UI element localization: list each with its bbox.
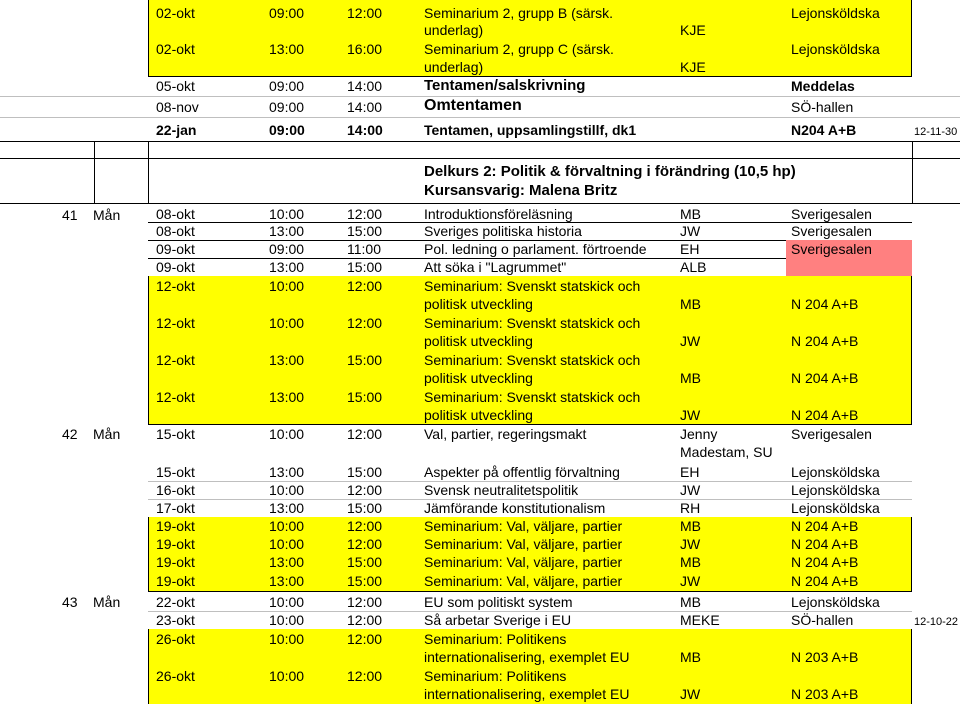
- start-cell: 10:00: [269, 278, 305, 294]
- teacher-cell: MEKE: [680, 612, 720, 628]
- date-cell: 23-okt: [156, 612, 195, 628]
- start-cell: 13:00: [269, 500, 305, 516]
- table-row[interactable]: [0, 481, 960, 499]
- date-cell: 08-okt: [156, 206, 195, 222]
- date-cell: 08-nov: [156, 99, 199, 115]
- start-cell: 09:00: [269, 78, 305, 94]
- teacher-cell: MB: [680, 518, 701, 534]
- table-row[interactable]: [0, 350, 960, 387]
- room-cell: Lejonsköldska: [791, 464, 880, 480]
- end-cell: 15:00: [347, 389, 383, 405]
- end-cell: 12:00: [347, 594, 383, 610]
- room-cell: Sverigesalen: [791, 426, 872, 442]
- teacher-cell: MB: [680, 370, 701, 386]
- teacher-cell: MB: [680, 554, 701, 570]
- start-cell: 10:00: [269, 426, 305, 442]
- table-row[interactable]: [0, 517, 960, 535]
- end-cell: 15:00: [347, 500, 383, 516]
- course-cell: Introduktionsföreläsning: [424, 206, 573, 222]
- teacher-cell: JW: [680, 407, 701, 423]
- room-cell: Lejonsköldska: [791, 482, 880, 498]
- end-cell: 15:00: [347, 223, 383, 239]
- date-cell: 26-okt: [156, 668, 195, 684]
- teacher-cell: KJE: [680, 22, 706, 38]
- course-cell: Pol. ledning o parlament. förtroende: [424, 241, 647, 257]
- course-cell-line2: underlag): [424, 59, 484, 75]
- start-cell: 09:00: [269, 5, 305, 21]
- end-cell: 15:00: [347, 352, 383, 368]
- course-cell: Seminarium: Svenskt statskick och: [424, 389, 641, 405]
- end-cell: 12:00: [347, 315, 383, 331]
- room-cell: SÖ-hallen: [791, 612, 854, 628]
- course-cell: Seminarium: Svenskt statskick och: [424, 352, 641, 368]
- start-cell: 09:00: [269, 99, 305, 115]
- date-cell: 02-okt: [156, 5, 195, 21]
- course-cell: Seminarium: Svenskt statskick och: [424, 278, 641, 294]
- date-cell: 19-okt: [156, 573, 195, 589]
- teacher-cell: EH: [680, 241, 700, 257]
- teacher-cell: EH: [680, 464, 700, 480]
- course-cell-line2: internationalisering, exemplet EU: [424, 686, 630, 702]
- room-cell: Lejonsköldska: [791, 500, 880, 516]
- date-cell: 22-okt: [156, 594, 195, 610]
- course-cell: Svensk neutralitetspolitik: [424, 482, 579, 498]
- week-day: Mån: [93, 594, 121, 610]
- week-number: 41: [62, 207, 78, 223]
- teacher-cell: JW: [680, 333, 701, 349]
- end-cell: 12:00: [347, 426, 383, 442]
- table-row[interactable]: [0, 276, 960, 313]
- date-cell: 26-okt: [156, 631, 195, 647]
- start-cell: 13:00: [269, 389, 305, 405]
- room-cell: N 204 A+B: [791, 333, 859, 349]
- teacher-cell: KJE: [680, 59, 706, 75]
- date-cell: 12-okt: [156, 315, 195, 331]
- room-cell: Sverigesalen: [791, 223, 872, 239]
- room-cell: N 204 A+B: [791, 518, 859, 534]
- week-day: Mån: [93, 207, 121, 223]
- course-cell: Seminarium: Val, väljare, partier: [424, 554, 623, 570]
- start-cell: 13:00: [269, 554, 305, 570]
- section-responsible: Kursansvarig: Malena Britz: [424, 182, 618, 199]
- start-cell: 10:00: [269, 631, 305, 647]
- teacher-cell: JW: [680, 573, 701, 589]
- end-cell: 12:00: [347, 206, 383, 222]
- teacher-cell: Jenny: [680, 426, 718, 442]
- date-cell: 12-okt: [156, 389, 195, 405]
- teacher-cell: ALB: [680, 259, 707, 275]
- date-cell: 19-okt: [156, 554, 195, 570]
- room-cell: Lejonsköldska: [791, 5, 880, 21]
- course-cell-line2: politisk utveckling: [424, 407, 533, 423]
- course-cell-line2: politisk utveckling: [424, 370, 533, 386]
- end-cell: 12:00: [347, 5, 383, 21]
- date-cell: 08-okt: [156, 223, 195, 239]
- course-cell: Val, partier, regeringsmakt: [424, 426, 587, 442]
- extra-cell: 12-10-22: [914, 616, 959, 628]
- date-cell: 19-okt: [156, 518, 195, 534]
- end-cell: 12:00: [347, 482, 383, 498]
- week-number: 43: [62, 594, 78, 610]
- course-cell: Aspekter på offentlig förvaltning: [424, 464, 620, 480]
- date-cell: 09-okt: [156, 241, 195, 257]
- start-cell: 10:00: [269, 668, 305, 684]
- course-cell: Seminarium: Politikens: [424, 631, 567, 647]
- date-cell: 02-okt: [156, 41, 195, 57]
- week-number: 42: [62, 426, 78, 442]
- course-cell: Seminarium 2, grupp B (särsk.: [424, 5, 614, 21]
- course-cell: Tentamen/salskrivning: [424, 77, 586, 94]
- room-cell: N 204 A+B: [791, 536, 859, 552]
- table-row[interactable]: [0, 424, 960, 462]
- table-row[interactable]: [0, 629, 960, 666]
- start-cell: 13:00: [269, 41, 305, 57]
- course-cell: Seminarium 2, grupp C (särsk.: [424, 41, 614, 57]
- course-cell: EU som politiskt system: [424, 594, 573, 610]
- date-cell: 22-jan: [156, 122, 197, 138]
- start-cell: 13:00: [269, 352, 305, 368]
- room-cell: SÖ-hallen: [791, 99, 854, 115]
- table-row[interactable]: [0, 387, 960, 424]
- date-cell: 15-okt: [156, 426, 195, 442]
- course-cell: Seminarium: Val, väljare, partier: [424, 518, 623, 534]
- teacher-cell: JW: [680, 223, 701, 239]
- table-row[interactable]: [0, 240, 960, 258]
- room-cell: N 204 A+B: [791, 573, 859, 589]
- week-day: Mån: [93, 426, 121, 442]
- course-cell: Seminarium: Val, väljare, partier: [424, 536, 623, 552]
- end-cell: 14:00: [347, 122, 383, 138]
- course-cell: Sveriges politiska historia: [424, 223, 582, 239]
- table-row[interactable]: [0, 76, 960, 96]
- room-cell: Meddelas: [791, 78, 855, 94]
- date-cell: 09-okt: [156, 259, 195, 275]
- teacher-cell: JW: [680, 686, 701, 702]
- course-cell: Seminarium: Svenskt statskick och: [424, 315, 641, 331]
- end-cell: 15:00: [347, 573, 383, 589]
- end-cell: 14:00: [347, 78, 383, 94]
- table-row[interactable]: [0, 96, 960, 117]
- table-row[interactable]: [0, 666, 960, 704]
- course-cell-line2: underlag): [424, 22, 484, 38]
- table-row[interactable]: [0, 117, 960, 141]
- table-row[interactable]: [0, 611, 960, 629]
- end-cell: 12:00: [347, 631, 383, 647]
- table-row[interactable]: [0, 222, 960, 240]
- course-cell: Omtentamen: [424, 97, 522, 114]
- room-cell: Sverigesalen: [791, 206, 872, 222]
- end-cell: 14:00: [347, 99, 383, 115]
- start-cell: 13:00: [269, 464, 305, 480]
- room-cell: N204 A+B: [791, 122, 857, 138]
- teacher-cell: RH: [680, 500, 701, 516]
- table-row[interactable]: [0, 258, 960, 276]
- table-row[interactable]: [0, 499, 960, 517]
- teacher-cell: MB: [680, 206, 701, 222]
- room-cell: N 203 A+B: [791, 686, 859, 702]
- date-cell: 15-okt: [156, 464, 195, 480]
- course-cell-line2: internationalisering, exemplet EU: [424, 649, 630, 665]
- teacher-cell: MB: [680, 296, 701, 312]
- end-cell: 16:00: [347, 41, 383, 57]
- room-cell: Sverigesalen: [791, 241, 872, 257]
- start-cell: 10:00: [269, 536, 305, 552]
- end-cell: 15:00: [347, 464, 383, 480]
- date-cell: 19-okt: [156, 536, 195, 552]
- table-row[interactable]: [0, 571, 960, 591]
- end-cell: 12:00: [347, 536, 383, 552]
- table-row[interactable]: [0, 40, 960, 76]
- table-row[interactable]: [0, 553, 960, 571]
- start-cell: 10:00: [269, 612, 305, 628]
- table-row[interactable]: [0, 313, 960, 350]
- room-cell: N 204 A+B: [791, 407, 859, 423]
- course-cell: Seminarium: Val, väljare, partier: [424, 573, 623, 589]
- start-cell: 10:00: [269, 518, 305, 534]
- start-cell: 10:00: [269, 482, 305, 498]
- room-cell: N 204 A+B: [791, 554, 859, 570]
- course-cell: Seminarium: Politikens: [424, 668, 567, 684]
- course-cell: Tentamen, uppsamlingstillf, dk1: [424, 122, 637, 138]
- end-cell: 11:00: [347, 241, 381, 257]
- end-cell: 15:00: [347, 554, 383, 570]
- course-cell: Så arbetar Sverige i EU: [424, 612, 572, 628]
- start-cell: 13:00: [269, 223, 305, 239]
- date-cell: 16-okt: [156, 482, 195, 498]
- teacher-cell: MB: [680, 649, 701, 665]
- room-cell: Lejonsköldska: [791, 594, 880, 610]
- table-row[interactable]: [0, 462, 960, 481]
- date-cell: 17-okt: [156, 500, 195, 516]
- room-cell: Lejonsköldska: [791, 41, 880, 57]
- table-row[interactable]: [0, 592, 960, 611]
- end-cell: 12:00: [347, 612, 383, 628]
- table-row[interactable]: [0, 535, 960, 553]
- course-cell: Jämförande konstitutionalism: [424, 500, 606, 516]
- course-cell-line2: politisk utveckling: [424, 333, 533, 349]
- room-cell: N 203 A+B: [791, 649, 859, 665]
- course-cell: Att söka i "Lagrummet": [424, 259, 567, 275]
- teacher-cell: JW: [680, 482, 701, 498]
- teacher-cell-line2: Madestam, SU: [680, 444, 773, 460]
- end-cell: 12:00: [347, 518, 383, 534]
- table-row[interactable]: [0, 0, 960, 40]
- end-cell: 12:00: [347, 668, 383, 684]
- teacher-cell: MB: [680, 594, 701, 610]
- room-cell: N 204 A+B: [791, 296, 859, 312]
- extra-cell: 12-11-30: [914, 126, 958, 138]
- date-cell: 12-okt: [156, 278, 195, 294]
- start-cell: 10:00: [269, 315, 305, 331]
- start-cell: 10:00: [269, 206, 305, 222]
- start-cell: 09:00: [269, 241, 305, 257]
- teacher-cell: JW: [680, 536, 701, 552]
- end-cell: 15:00: [347, 259, 383, 275]
- start-cell: 10:00: [269, 594, 305, 610]
- section-title: Delkurs 2: Politik & förvaltning i förändring (10,5 hp): [424, 163, 796, 180]
- start-cell: 13:00: [269, 259, 305, 275]
- start-cell: 09:00: [269, 122, 305, 138]
- end-cell: 12:00: [347, 278, 383, 294]
- date-cell: 12-okt: [156, 352, 195, 368]
- table-row[interactable]: [0, 204, 960, 223]
- date-cell: 05-okt: [156, 78, 195, 94]
- start-cell: 13:00: [269, 573, 305, 589]
- room-cell: N 204 A+B: [791, 370, 859, 386]
- course-cell-line2: politisk utveckling: [424, 296, 533, 312]
